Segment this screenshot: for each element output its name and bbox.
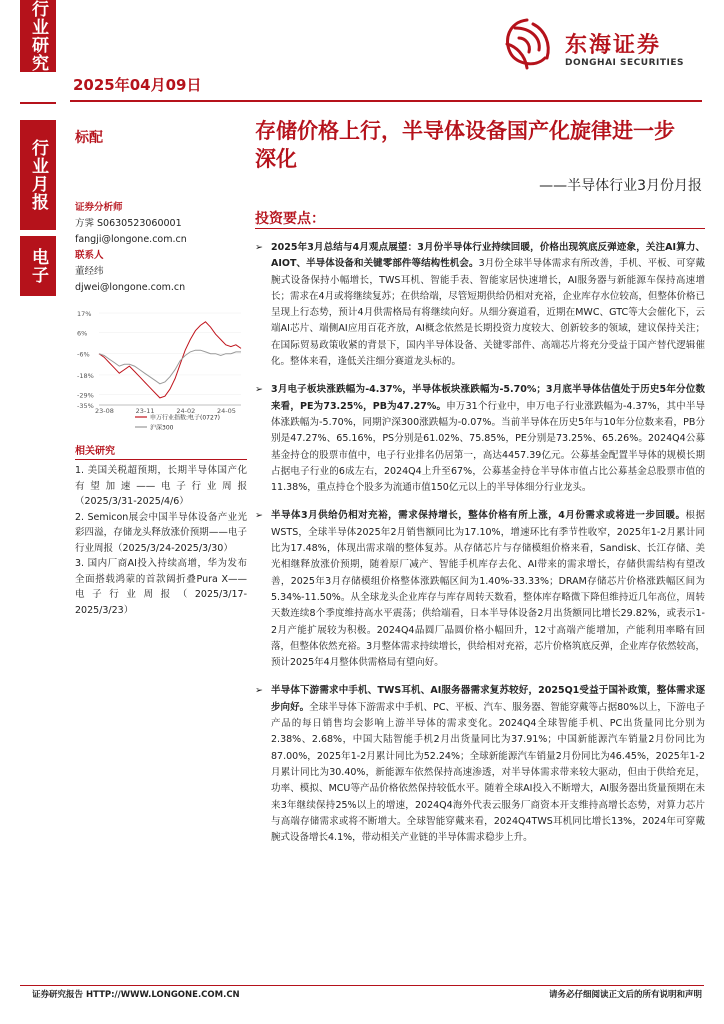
analyst-email[interactable]: fangji@longone.com.cn bbox=[75, 234, 187, 245]
section-rule bbox=[255, 228, 705, 229]
company-logo bbox=[495, 14, 705, 78]
header-rule bbox=[70, 100, 702, 102]
analyst-info bbox=[75, 200, 245, 296]
report-type-tag: 行业月报 bbox=[20, 120, 56, 230]
report-title: 存储价格上行，半导体设备国产化旋律进一步深化 bbox=[255, 119, 675, 171]
industry-tag: 电子 bbox=[20, 236, 56, 296]
analyst-label: 证券分析师 bbox=[75, 202, 123, 213]
y-tick-label: 6% bbox=[77, 329, 88, 338]
investment-points bbox=[255, 240, 705, 846]
arrow-bullet-icon: ➢ bbox=[255, 510, 263, 522]
y-tick-label: 17% bbox=[77, 310, 92, 318]
report-subtitle: ——半导体行业3月份月报 bbox=[539, 178, 702, 194]
y-tick-label: -6% bbox=[77, 350, 90, 359]
y-tick-label: -35% bbox=[77, 402, 94, 410]
contact-name: 董经纬 bbox=[75, 266, 104, 277]
x-tick-label: 24-05 bbox=[217, 407, 236, 415]
point-paragraph bbox=[255, 508, 705, 671]
point-body: 3月份全球半导体需求有所改善，手机、平板、可穿戴腕式设备保持小幅增长，TWS耳机、智能手表、智能家居快速增长，AI服务器与新能源车保持高速增长；需求在4月或将继续复苏；在供给端，尽管短期供给仍相对充裕，企业库存水位较高，但整体价格已呈现上行态势，预计4月供需格局有将继续向好。从细分赛道看，近期在MWC、GTC等大会催化下，云端AI芯片、端侧AI应用百花齐放，AI概念依然是长期投资力度较大、创新较多的领域，建议保持关注；在国际贸易政策收紧的背景下，国内半导体设备、关键零部件、高端芯片将充分受益于国产替代逻辑催化。整体来看，逢低关注细分赛道龙头标的。 bbox=[271, 258, 705, 368]
related-item[interactable]: 2. Semicon展会中国半导体设备产业光彩四溢，存储龙头释放涨价预期——电子行业周报（2025/3/24-2025/3/30） bbox=[75, 511, 247, 554]
arrow-bullet-icon: ➢ bbox=[255, 685, 263, 697]
report-date: 2025年04月09日 bbox=[73, 76, 202, 94]
point-body: 申万31个行业中，申万电子行业涨跌幅为-4.37%，其中半导体涨跌幅为-5.70%，同期沪深300涨跌幅为-0.07%。当前半导体在历史5年与10年分位数来看，PB分别是47.27%、65.16%，PS分别是61.02%、75.85%，PE分别是73.25%、65.26%。2024Q4公募基金持仓的股票市值中，电子行业排名仍居第一，高达4457.39亿元。公募基金配置半导体的规模长期占据电子行业的6成左右，2024Q4上升至67%，公募基金持仓半导体市值占比公募基金总股票市值的11.38%，重点持仓个股多为流通市值150亿元以上的半导体细分行业龙头。 bbox=[271, 400, 705, 494]
arrow-bullet-icon: ➢ bbox=[255, 242, 263, 253]
logo-text-en: DONGHAI SECURITIES bbox=[565, 58, 684, 68]
arrow-bullet-icon: ➢ bbox=[255, 384, 263, 396]
performance-chart bbox=[75, 305, 245, 455]
point-lead: 半导体3月供给仍相对充裕，需求保持增长，整体价格有所上涨，4月份需求或将进一步回暖。 bbox=[271, 510, 686, 522]
divider bbox=[20, 102, 56, 104]
x-tick-label: 23-11 bbox=[135, 407, 155, 415]
related-research bbox=[75, 442, 247, 618]
point-paragraph bbox=[255, 683, 705, 846]
y-tick-label: -18% bbox=[77, 371, 94, 380]
related-item[interactable]: 3. 国内厂商AI投入持续高增，华为发布全面搭载鸿蒙的首款阔折叠Pura X——电子行业周报（2025/3/17-2025/3/23） bbox=[75, 558, 247, 616]
industry-rating: 标配 bbox=[75, 130, 103, 146]
footer-left[interactable]: 证券研究报告 HTTP://WWW.LONGONE.COM.CN bbox=[32, 990, 240, 1000]
logo-emblem-icon bbox=[495, 14, 559, 78]
footer-rule bbox=[20, 985, 704, 986]
legend-label: 申万行业指数:电子(0727) bbox=[150, 414, 220, 422]
analyst-name: 方霁 S0630523060001 bbox=[75, 218, 182, 229]
y-tick-label: -29% bbox=[77, 391, 94, 400]
related-heading: 相关研究 bbox=[75, 442, 247, 460]
contact-label: 联系人 bbox=[75, 250, 104, 261]
point-body: 根据WSTS，全球半导体2025年2月销售额同比为17.10%，增速环比有季节性收窄，2025年1-2月累计同比为17.48%，体现出需求端的整体复苏。从存储芯片与存储模组价格来看，Sandisk、长江存储、美光相继释放涨价预期，随着原厂减产、智能手机库存去化、AI带来的需求增长，存储供需结构有望改善，2025年3月存储模组价格整体涨跌幅区间为1.40%-33.33%；DRAM存储芯片价格涨跌幅区间为5.34%-11.50%。从全球龙头企业库存与库存周转天数看，整体库存略微下降但维持近几年高位，周转天数连续8个季度维持高水平震荡；供给端看，日本半导体设备2月出货额同比增长29.82%，或表示1-2月产能扩展较为积极。2024Q4晶圆厂晶圆价格小幅回升，12寸高端产能增加，产能利用率略有回落，但整体依然充裕。3月整体需求持续增长，供给相对充裕，芯片价格筑底反弹，企业库存依然较高，预计2025年4月整体供需格局有望向好。 bbox=[271, 510, 705, 669]
footer-disclaimer: 请务必仔细阅读正文后的所有说明和声明 bbox=[548, 990, 702, 1000]
point-lead: 半导体下游需求中手机、TWS耳机、AI服务器需求复苏较好，2025Q1受益于国补政策，整体需求逐步向好。 bbox=[271, 685, 705, 713]
legend-label: 沪深300 bbox=[150, 424, 174, 432]
contact-email[interactable]: djwei@longone.com.cn bbox=[75, 282, 186, 293]
logo-text-cn: 东海证券 bbox=[565, 32, 662, 58]
related-item[interactable]: 1. 美国关税超预期，长期半导体国产化有望加速——电子行业周报（2025/3/31-2025/4/6） bbox=[75, 465, 247, 507]
point-lead: 2025年3月总结与4月观点展望：3月份半导体行业持续回暖，价格出现筑底反弹迹象，关注AI算力、AIOT、半导体设备和关键零部件等结构性机会。 bbox=[271, 242, 705, 270]
x-tick-label: 24-02 bbox=[176, 407, 196, 415]
point-paragraph bbox=[255, 382, 705, 496]
point-body: 全球半导体下游需求中手机、PC、平板、汽车、服务器、智能穿戴等占据80%以上，下游电子产品的每日销售均会影响上游半导体的需求变化。2024Q4全球智能手机、PC出货量同比分别为2.38%、2.68%，中国大陆智能手机2月出货量同比为37.91%；中国新能源汽车销量2月份同比为87.00%，2025年1-2月累计同比为52.24%；全球新能源汽车销量2月份同比为46.45%，2025年1-2月累计同比为30.40%，新能源车依然保持高速渗透，对半导体需求带来较大驱动，但由于供给充足，功率、模拟、MCU等产品价格依然保持较低水平。随着全球AI投入不断增大，AI服务器出货量预期在未来3年继续保持25%以上的增速，2024Q4海外代表云服务厂商资本开支维持高增长态势，对算力芯片与高端存储需求或将不断增大。全球智能穿戴来看，2024Q4TWS耳机同比增长13%，2024年可穿戴腕式设备增长4.1%，带动相关产业链的半导体需求稳步上升。 bbox=[271, 701, 705, 844]
x-tick-label: 23-08 bbox=[95, 407, 114, 415]
point-lead: 3月电子板块涨跌幅为-4.37%，半导体板块涨跌幅为-5.70%；3月底半导体估值处于历史5年分位数来看，PE为73.25%，PB为47.27%。 bbox=[271, 384, 705, 412]
category-tag: 行业研究 bbox=[20, 0, 56, 72]
point-paragraph bbox=[255, 240, 705, 370]
section-heading: 投资要点： bbox=[255, 211, 325, 227]
